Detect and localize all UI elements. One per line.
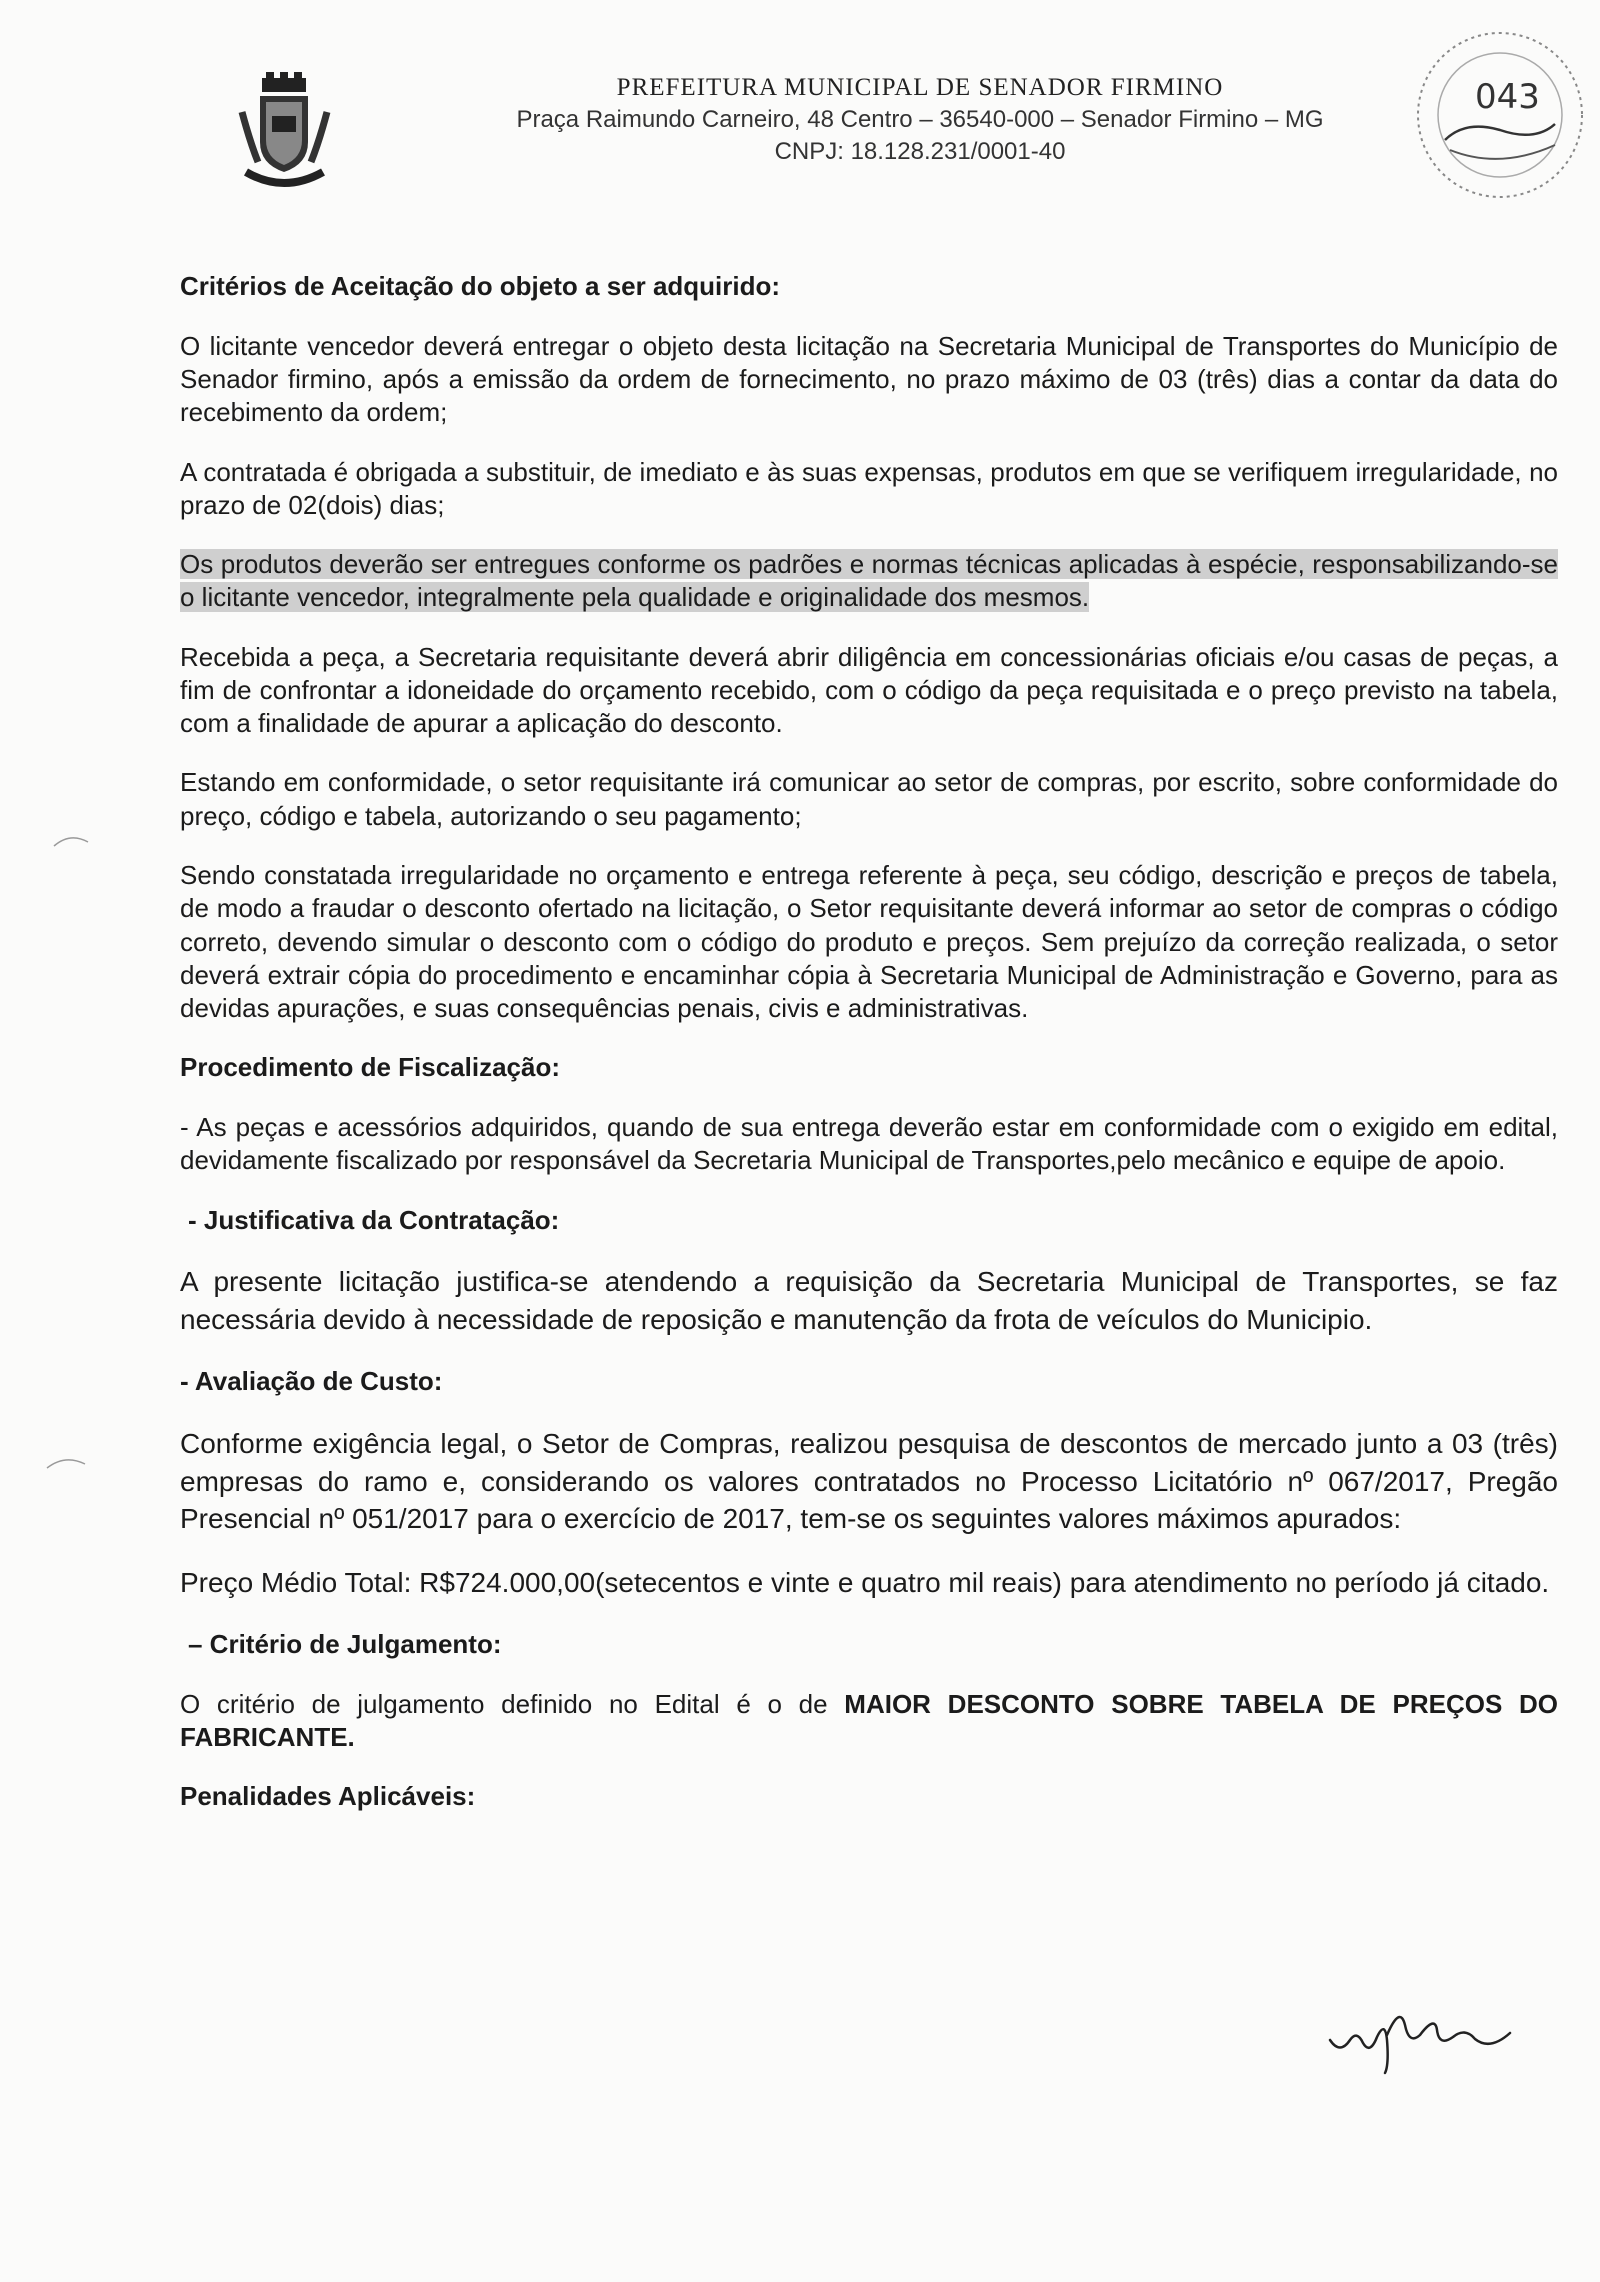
paragraph: Preço Médio Total: R$724.000,00(setecentos e vinte e quatro mil reais) para atendimento no período já citado.: [180, 1567, 1550, 1599]
section-heading-criterios: Critérios de Aceitação do objeto a ser adquirido:: [180, 271, 781, 301]
paragraph: Sendo constatada irregularidade no orçamento e entrega referente à peça, seu código, descrição e preços de tabela, de modo a fraudar o desconto ofertado na licitação, o Setor requisitante deverá informar ao setor de compras o código correto, devendo simular o desconto com o código do produto e preços. Sem prejuízo da correção realizada, o setor deverá extrair cópia do procedimento e encaminhar cópia à Secretaria Municipal de Administração e Governo, para as devidas apurações, e suas consequências penais, civis e administrativas.: [180, 859, 1558, 1024]
section-heading-custo: - Avaliação de Custo:: [180, 1366, 443, 1397]
paragraph: A contratada é obrigada a substituir, de imediato e às suas expensas, produtos em que se verifiquem irregularidade, no prazo de 02(dois) dias;: [180, 456, 1558, 520]
paragraph: A presente licitação justifica-se atendendo a requisição da Secretaria Municipal de Transportes, se faz necessária devido à necessidade de reposição e manutenção da frota de veículos do Municipio.: [180, 1266, 1558, 1336]
highlighted-text: Os produtos deverão ser entregues conforme os padrões e normas técnicas aplicadas à espécie, responsabilizando-se o licitante vencedor, integralmente pela qualidade e originalidade dos mesmos.: [180, 549, 1558, 613]
municipal-crest-icon: [232, 72, 337, 192]
stamp-page-number: 043: [1475, 77, 1540, 117]
paragraph-highlighted: [180, 548, 1558, 615]
document-header: [0, 0, 1600, 230]
margin-hole-mark-icon: [45, 1452, 90, 1472]
section-heading-penalidades: Penalidades Aplicáveis:: [180, 1781, 476, 1812]
paragraph: Estando em conformidade, o setor requisitante irá comunicar ao setor de compras, por escrito, sobre conformidade do preço, código e tabela, autorizando o seu pagamento;: [180, 767, 1558, 831]
section-heading-fiscalizacao: Procedimento de Fiscalização:: [180, 1052, 561, 1083]
municipality-title: PREFEITURA MUNICIPAL DE SENADOR FIRMINO: [616, 74, 1224, 101]
paragraph: - As peças e acessórios adquiridos, quando de sua entrega deverão estar em conformidade com o exigido em edital, devidamente fiscalizado por responsável da Secretaria Municipal de Transportes,pelo mecânico e equipe de apoio.: [180, 1112, 1558, 1176]
paragraph: O licitante vencedor deverá entregar o objeto desta licitação na Secretaria Municipal de Transportes do Município de Senador firmino, após a emissão da ordem de fornecimento, no prazo máximo de 03 (três) dias a contar da data do recebimento da ordem;: [180, 330, 1558, 428]
section-heading-justificativa: - Justificativa da Contratação:: [188, 1204, 560, 1235]
paragraph: [180, 1688, 1558, 1755]
municipality-cnpj: CNPJ: 18.128.231/0001-40: [774, 138, 1066, 165]
paragraph: Recebida a peça, a Secretaria requisitante deverá abrir diligência em concessionárias oficiais e/ou casas de peças, a fim de confrontar a idoneidade do orçamento recebido, com o código da peça requisitada e o preço previsto na tabela, com a finalidade de apurar a aplicação do desconto.: [180, 641, 1558, 739]
handwritten-signature-icon: [1325, 1985, 1545, 2075]
section-heading-julgamento: – Critério de Julgamento:: [188, 1629, 502, 1660]
document-body: [180, 270, 1558, 1840]
header-text-block: [440, 74, 1400, 166]
protocol-stamp-icon: [1405, 20, 1595, 210]
julgamento-text: O critério de julgamento definido no Edital é o de: [180, 1688, 845, 1719]
paragraph: Conforme exigência legal, o Setor de Compras, realizou pesquisa de descontos de mercado junto a 03 (três) empresas do ramo e, considerando os valores contratados no Processo Licitatório nº 067/2017, Pregão Presencial nº 051/2017 para o exercício de 2017, tem-se os seguintes valores máximos apurados:: [180, 1427, 1558, 1535]
julgamento-criterion: MAIOR DESCONTO SOBRE TABELA DE PREÇOS DO FABRICANTE.: [180, 1688, 1558, 1753]
margin-hole-mark-icon: [52, 830, 92, 850]
municipality-address: Praça Raimundo Carneiro, 48 Centro – 36540-000 – Senador Firmino – MG: [516, 106, 1324, 133]
